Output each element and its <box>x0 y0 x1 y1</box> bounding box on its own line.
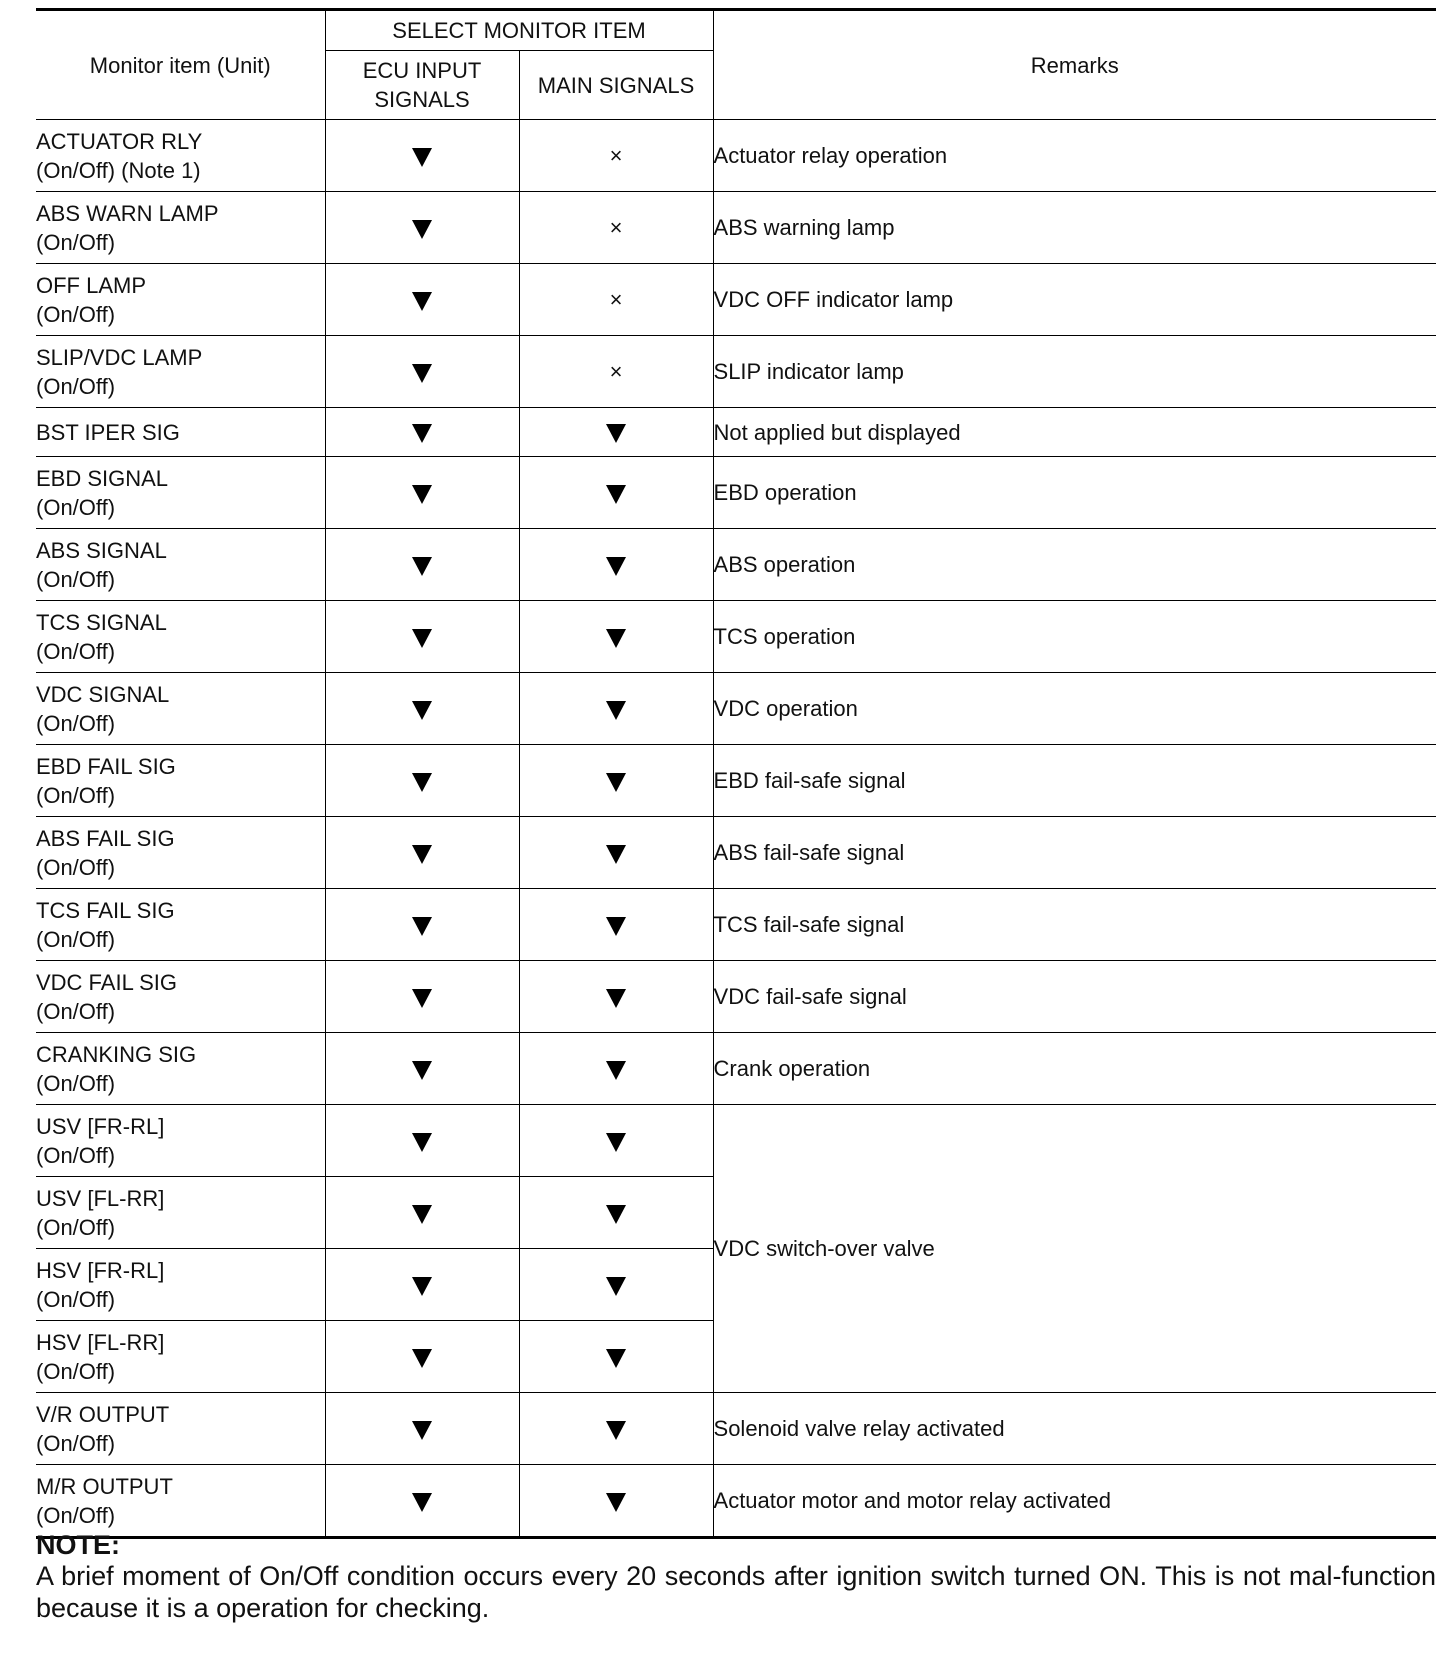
remarks-cell: EBD operation <box>713 457 1436 529</box>
down-triangle-icon <box>412 989 432 1008</box>
down-triangle-icon <box>606 845 626 864</box>
remarks-cell: Solenoid valve relay activated <box>713 1393 1436 1465</box>
remarks-cell: EBD fail-safe signal <box>713 745 1436 817</box>
ecu-input-cell <box>325 120 519 192</box>
ecu-input-cell <box>325 1321 519 1393</box>
main-signals-cell <box>519 1105 713 1177</box>
ecu-input-cell <box>325 264 519 336</box>
monitor-item-cell: ABS SIGNAL (On/Off) <box>36 529 325 601</box>
main-signals-cell <box>519 457 713 529</box>
main-signals-cell <box>519 961 713 1033</box>
remarks-cell: Actuator relay operation <box>713 120 1436 192</box>
monitor-item-cell: TCS FAIL SIG (On/Off) <box>36 889 325 961</box>
down-triangle-icon <box>606 424 626 443</box>
monitor-item-cell: EBD SIGNAL (On/Off) <box>36 457 325 529</box>
table-row <box>36 1393 1436 1465</box>
monitor-item-cell: HSV [FL-RR] (On/Off) <box>36 1321 325 1393</box>
table-row <box>36 673 1436 745</box>
monitor-item-cell: ABS WARN LAMP (On/Off) <box>36 192 325 264</box>
monitor-item-cell: ACTUATOR RLY (On/Off) (Note 1) <box>36 120 325 192</box>
down-triangle-icon <box>412 1061 432 1080</box>
remarks-cell: VDC OFF indicator lamp <box>713 264 1436 336</box>
table-row <box>36 1033 1436 1105</box>
down-triangle-icon <box>606 1133 626 1152</box>
down-triangle-icon <box>606 917 626 936</box>
down-triangle-icon <box>606 1349 626 1368</box>
table-row <box>36 1105 1436 1177</box>
header-ecu-input-signals: ECU INPUT SIGNALS <box>325 51 519 120</box>
table-row <box>36 264 1436 336</box>
table-row <box>36 408 1436 457</box>
ecu-input-cell <box>325 1033 519 1105</box>
remarks-cell: TCS operation <box>713 601 1436 673</box>
monitor-item-cell: ABS FAIL SIG (On/Off) <box>36 817 325 889</box>
main-signals-cell <box>519 1393 713 1465</box>
down-triangle-icon <box>606 701 626 720</box>
down-triangle-icon <box>412 364 432 383</box>
monitor-item-cell: TCS SIGNAL (On/Off) <box>36 601 325 673</box>
main-signals-cell <box>519 1033 713 1105</box>
monitor-item-cell: USV [FR-RL] (On/Off) <box>36 1105 325 1177</box>
monitor-item-cell: HSV [FR-RL] (On/Off) <box>36 1249 325 1321</box>
header-remarks: Remarks <box>713 10 1436 120</box>
table-row <box>36 961 1436 1033</box>
main-signals-cell <box>519 120 713 192</box>
cross-icon: × <box>609 215 623 240</box>
down-triangle-icon <box>606 1061 626 1080</box>
down-triangle-icon <box>412 557 432 576</box>
table-row <box>36 745 1436 817</box>
remarks-cell: ABS operation <box>713 529 1436 601</box>
down-triangle-icon <box>412 1421 432 1440</box>
down-triangle-icon <box>412 1493 432 1512</box>
table-row <box>36 601 1436 673</box>
ecu-input-cell <box>325 1105 519 1177</box>
down-triangle-icon <box>606 629 626 648</box>
down-triangle-icon <box>412 917 432 936</box>
down-triangle-icon <box>412 1133 432 1152</box>
remarks-cell: Not applied but displayed <box>713 408 1436 457</box>
cross-icon: × <box>609 287 623 312</box>
down-triangle-icon <box>606 1421 626 1440</box>
ecu-input-cell <box>325 457 519 529</box>
cross-icon: × <box>609 359 623 384</box>
main-signals-cell <box>519 745 713 817</box>
main-signals-cell <box>519 1249 713 1321</box>
header-monitor-item: Monitor item (Unit) <box>36 10 325 120</box>
down-triangle-icon <box>412 220 432 239</box>
table-row <box>36 817 1436 889</box>
note-text: A brief moment of On/Off condition occurs every 20 seconds after ignition switch turned ON. This is not mal-function because it is a operation for checking. <box>36 1561 1436 1623</box>
monitor-item-cell: SLIP/VDC LAMP (On/Off) <box>36 336 325 408</box>
table-row <box>36 120 1436 192</box>
main-signals-cell <box>519 817 713 889</box>
ecu-input-cell <box>325 817 519 889</box>
monitor-item-cell: CRANKING SIG (On/Off) <box>36 1033 325 1105</box>
ecu-input-cell <box>325 408 519 457</box>
down-triangle-icon <box>412 629 432 648</box>
remarks-cell: SLIP indicator lamp <box>713 336 1436 408</box>
down-triangle-icon <box>412 845 432 864</box>
table-row <box>36 336 1436 408</box>
remarks-cell: Crank operation <box>713 1033 1436 1105</box>
cross-icon: × <box>609 143 623 168</box>
main-signals-cell <box>519 529 713 601</box>
down-triangle-icon <box>412 148 432 167</box>
down-triangle-icon <box>412 292 432 311</box>
remarks-cell: ABS fail-safe signal <box>713 817 1436 889</box>
main-signals-cell <box>519 1465 713 1538</box>
ecu-input-cell <box>325 601 519 673</box>
ecu-input-cell <box>325 1465 519 1538</box>
ecu-input-cell <box>325 529 519 601</box>
down-triangle-icon <box>606 989 626 1008</box>
ecu-input-cell <box>325 889 519 961</box>
ecu-input-cell <box>325 673 519 745</box>
ecu-input-cell <box>325 1177 519 1249</box>
ecu-input-cell <box>325 1393 519 1465</box>
down-triangle-icon <box>606 1277 626 1296</box>
down-triangle-icon <box>412 1349 432 1368</box>
main-signals-cell <box>519 1177 713 1249</box>
remarks-cell: Actuator motor and motor relay activated <box>713 1465 1436 1538</box>
monitor-item-cell: EBD FAIL SIG (On/Off) <box>36 745 325 817</box>
down-triangle-icon <box>606 485 626 504</box>
down-triangle-icon <box>412 485 432 504</box>
main-signals-cell <box>519 192 713 264</box>
table-row <box>36 192 1436 264</box>
remarks-cell: TCS fail-safe signal <box>713 889 1436 961</box>
down-triangle-icon <box>412 1277 432 1296</box>
monitor-item-table <box>36 8 1436 1539</box>
monitor-item-cell: M/R OUTPUT (On/Off) <box>36 1465 325 1538</box>
remarks-cell: VDC operation <box>713 673 1436 745</box>
note-title: NOTE: <box>36 1530 120 1560</box>
monitor-item-cell: USV [FL-RR] (On/Off) <box>36 1177 325 1249</box>
main-signals-cell <box>519 601 713 673</box>
down-triangle-icon <box>606 1205 626 1224</box>
down-triangle-icon <box>412 1205 432 1224</box>
down-triangle-icon <box>412 424 432 443</box>
main-signals-cell <box>519 336 713 408</box>
ecu-input-cell <box>325 961 519 1033</box>
header-select-monitor-item: SELECT MONITOR ITEM <box>325 10 713 51</box>
down-triangle-icon <box>412 701 432 720</box>
ecu-input-cell <box>325 1249 519 1321</box>
ecu-input-cell <box>325 192 519 264</box>
remarks-cell: VDC fail-safe signal <box>713 961 1436 1033</box>
table-row <box>36 529 1436 601</box>
ecu-input-cell <box>325 745 519 817</box>
down-triangle-icon <box>412 773 432 792</box>
table-row <box>36 889 1436 961</box>
main-signals-cell <box>519 1321 713 1393</box>
table-row <box>36 1465 1436 1538</box>
monitor-item-cell: VDC FAIL SIG (On/Off) <box>36 961 325 1033</box>
table-row <box>36 457 1436 529</box>
monitor-item-cell: BST IPER SIG <box>36 408 325 457</box>
monitor-item-cell: VDC SIGNAL (On/Off) <box>36 673 325 745</box>
ecu-input-cell <box>325 336 519 408</box>
down-triangle-icon <box>606 773 626 792</box>
remarks-cell: ABS warning lamp <box>713 192 1436 264</box>
header-main-signals: MAIN SIGNALS <box>519 51 713 120</box>
monitor-item-cell: OFF LAMP (On/Off) <box>36 264 325 336</box>
main-signals-cell <box>519 264 713 336</box>
monitor-item-cell: V/R OUTPUT (On/Off) <box>36 1393 325 1465</box>
down-triangle-icon <box>606 1493 626 1512</box>
down-triangle-icon <box>606 557 626 576</box>
main-signals-cell <box>519 889 713 961</box>
main-signals-cell <box>519 408 713 457</box>
main-signals-cell <box>519 673 713 745</box>
remarks-cell: VDC switch-over valve <box>713 1105 1436 1393</box>
